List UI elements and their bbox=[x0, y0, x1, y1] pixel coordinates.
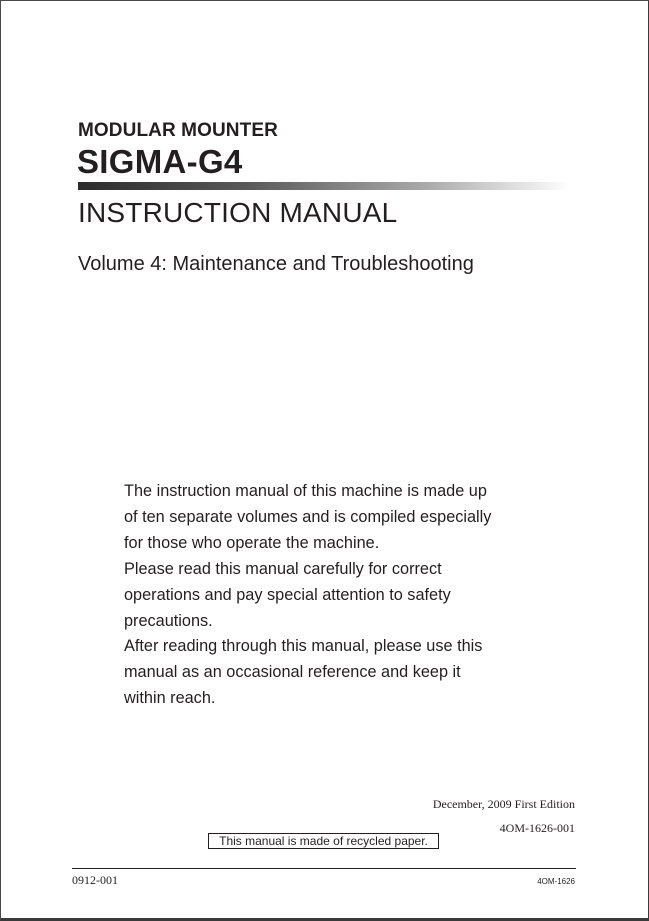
intro-line: After reading through this manual, please use this bbox=[124, 637, 483, 656]
intro-line: Please read this manual carefully for correct bbox=[124, 559, 442, 578]
footer-divider bbox=[72, 868, 576, 869]
product-line: MODULAR MOUNTER bbox=[78, 120, 278, 141]
intro-line: within reach. bbox=[124, 689, 216, 708]
intro-line: precautions. bbox=[124, 611, 213, 630]
footer-document-code: 4OM-1626 bbox=[537, 877, 575, 886]
document-title: INSTRUCTION MANUAL bbox=[78, 197, 398, 228]
intro-line: The instruction manual of this machine is made up bbox=[124, 482, 487, 500]
model-name: SIGMA-G4 bbox=[77, 143, 243, 180]
intro-line: operations and pay special attention to safety bbox=[124, 585, 451, 604]
intro-line: of ten separate volumes and is compiled especially bbox=[124, 507, 492, 526]
intro-line: for those who operate the machine. bbox=[124, 533, 380, 552]
intro-paragraph bbox=[124, 479, 544, 712]
volume-subtitle: Volume 4: Maintenance and Troubleshooting bbox=[78, 253, 474, 275]
intro-line: manual as an occasional reference and keep it bbox=[124, 663, 461, 682]
footer-print-code: 0912-001 bbox=[72, 873, 118, 887]
recycled-paper-notice: This manual is made of recycled paper. bbox=[208, 833, 439, 849]
document-code: 4OM-1626-001 bbox=[499, 821, 575, 835]
edition-date: December, 2009 First Edition bbox=[432, 797, 575, 811]
title-rule bbox=[78, 182, 570, 190]
